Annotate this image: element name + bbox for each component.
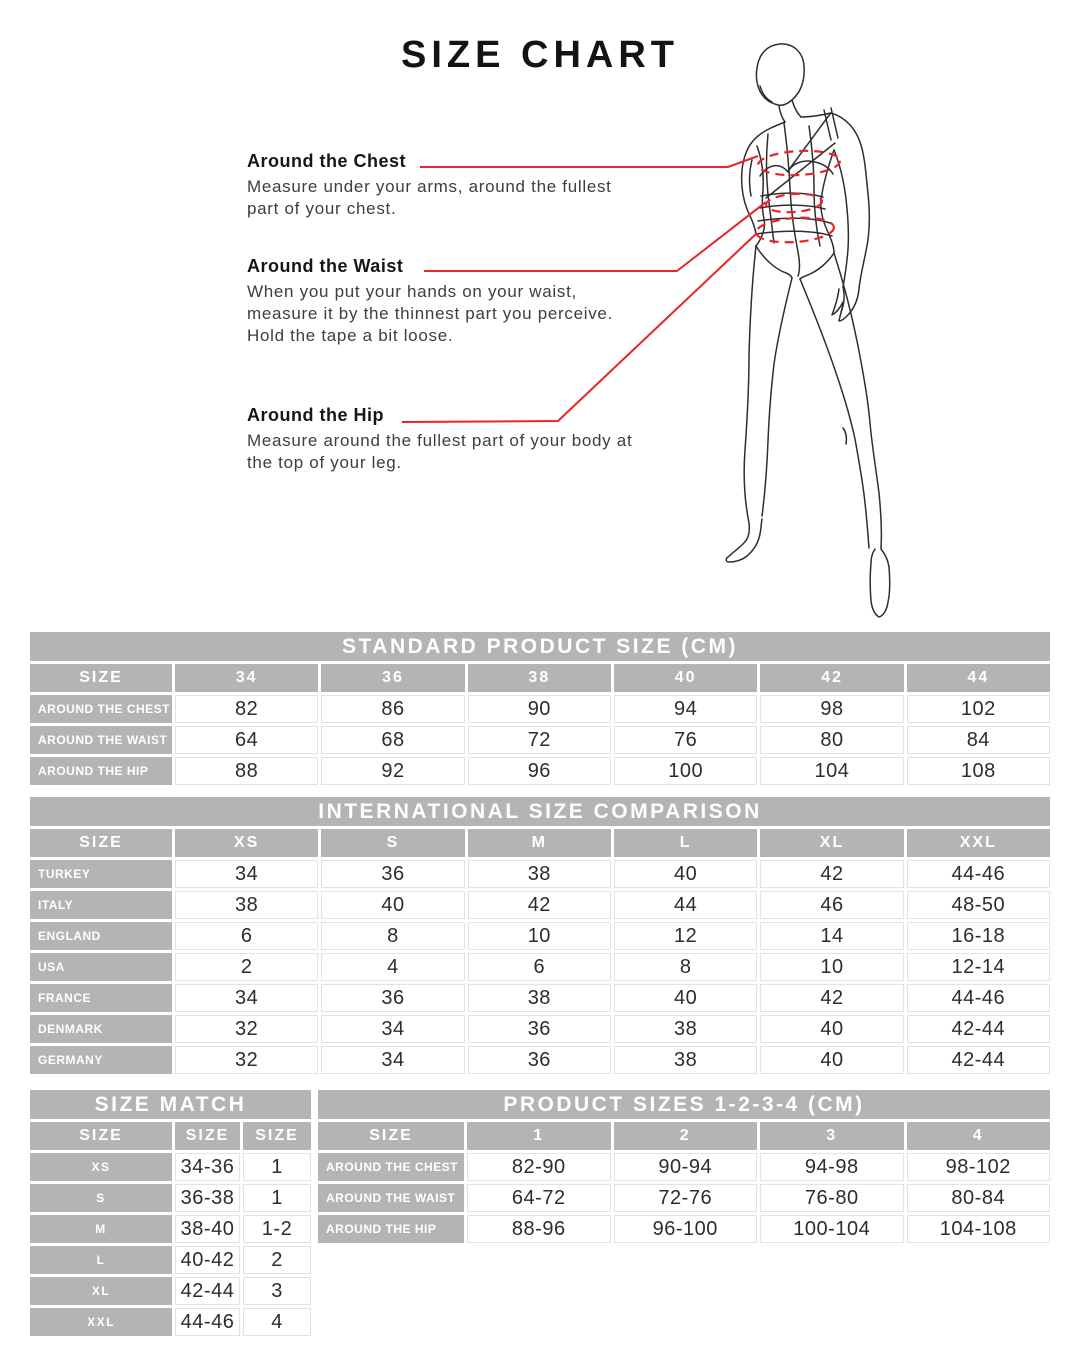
data-cell: 82-90 — [467, 1153, 611, 1181]
data-cell: 104-108 — [907, 1215, 1051, 1243]
row-label-cell: XL — [30, 1277, 172, 1305]
data-cell: 44-46 — [907, 984, 1050, 1012]
data-cell: 1-2 — [243, 1215, 311, 1243]
data-cell: 96-100 — [614, 1215, 758, 1243]
data-cell: 34 — [175, 860, 318, 888]
row-label-cell: FRANCE — [30, 984, 172, 1012]
chest-measurement-note — [247, 151, 619, 220]
data-cell: 64 — [175, 726, 318, 754]
data-cell: 82 — [175, 695, 318, 723]
data-cell: 76-80 — [760, 1184, 904, 1212]
data-cell: 2 — [175, 953, 318, 981]
data-cell: 36 — [468, 1015, 611, 1043]
data-cell: 80 — [760, 726, 903, 754]
waist-note-heading: Around the Waist — [247, 256, 404, 276]
column-header-cell: SIZE — [318, 1122, 464, 1150]
row-label-cell: AROUND THE HIP — [30, 757, 172, 785]
data-cell: 68 — [321, 726, 464, 754]
data-cell: 94-98 — [760, 1153, 904, 1181]
row-label-cell: DENMARK — [30, 1015, 172, 1043]
column-header-cell: 42 — [760, 664, 903, 692]
data-cell: 98-102 — [907, 1153, 1051, 1181]
data-cell: 10 — [468, 922, 611, 950]
page-title: SIZE CHART — [401, 34, 679, 76]
data-cell: 6 — [468, 953, 611, 981]
data-cell: 40 — [321, 891, 464, 919]
data-cell: 44-46 — [175, 1308, 240, 1336]
data-cell: 36 — [321, 860, 464, 888]
column-header-cell: SIZE — [30, 664, 172, 692]
data-cell: 2 — [243, 1246, 311, 1274]
international-size-comparison-table — [30, 797, 1050, 1074]
column-header-cell: M — [468, 829, 611, 857]
data-cell: 72-76 — [614, 1184, 758, 1212]
data-cell: 38 — [468, 860, 611, 888]
data-cell: 46 — [760, 891, 903, 919]
column-header-cell: XL — [760, 829, 903, 857]
data-cell: 38-40 — [175, 1215, 240, 1243]
fashion-figure-illustration — [726, 44, 889, 617]
data-cell: 42-44 — [907, 1046, 1050, 1074]
data-cell: 38 — [614, 1046, 757, 1074]
data-cell: 90 — [468, 695, 611, 723]
data-cell: 40-42 — [175, 1246, 240, 1274]
data-cell: 32 — [175, 1015, 318, 1043]
row-label-cell: AROUND THE CHEST — [318, 1153, 464, 1181]
product-sizes-table — [318, 1090, 1050, 1243]
row-label-cell: TURKEY — [30, 860, 172, 888]
data-cell: 3 — [243, 1277, 311, 1305]
data-cell: 44 — [614, 891, 757, 919]
data-cell: 1 — [243, 1184, 311, 1212]
data-cell: 34 — [321, 1015, 464, 1043]
column-header-cell: 1 — [467, 1122, 611, 1150]
row-label-cell: M — [30, 1215, 172, 1243]
data-cell: 86 — [321, 695, 464, 723]
column-header-cell: 3 — [760, 1122, 904, 1150]
row-label-cell: ENGLAND — [30, 922, 172, 950]
data-cell: 8 — [321, 922, 464, 950]
row-label-cell: XS — [30, 1153, 172, 1181]
row-label-cell: AROUND THE CHEST — [30, 695, 172, 723]
data-cell: 40 — [614, 860, 757, 888]
table-title: SIZE MATCH — [30, 1090, 311, 1119]
column-header-cell: SIZE — [243, 1122, 311, 1150]
column-header-cell: SIZE — [30, 829, 172, 857]
row-label-cell: ITALY — [30, 891, 172, 919]
data-cell: 48-50 — [907, 891, 1050, 919]
data-cell: 14 — [760, 922, 903, 950]
chest-note-body: Measure under your arms, around the fullest part of your chest. — [247, 177, 612, 218]
column-header-cell: S — [321, 829, 464, 857]
waist-note-body: When you put your hands on your waist, measure it by the thinnest part you perceive. Hold the tape a bit loose. — [247, 282, 614, 345]
table-title: PRODUCT SIZES 1-2-3-4 (CM) — [318, 1090, 1050, 1119]
column-header-cell: 44 — [907, 664, 1050, 692]
column-header-cell: SIZE — [30, 1122, 172, 1150]
row-label-cell: S — [30, 1184, 172, 1212]
data-cell: 80-84 — [907, 1184, 1051, 1212]
size-match-table — [30, 1090, 311, 1336]
chest-note-heading: Around the Chest — [247, 151, 406, 171]
column-header-cell: 40 — [614, 664, 757, 692]
data-cell: 42 — [760, 984, 903, 1012]
data-cell: 6 — [175, 922, 318, 950]
column-header-cell: 2 — [614, 1122, 758, 1150]
row-label-cell: AROUND THE WAIST — [30, 726, 172, 754]
data-cell: 38 — [175, 891, 318, 919]
data-cell: 12-14 — [907, 953, 1050, 981]
data-cell: 102 — [907, 695, 1050, 723]
data-cell: 38 — [468, 984, 611, 1012]
data-cell: 4 — [243, 1308, 311, 1336]
standard-product-size-table — [30, 632, 1050, 785]
data-cell: 12 — [614, 922, 757, 950]
row-label-cell: XXL — [30, 1308, 172, 1336]
data-cell: 38 — [614, 1015, 757, 1043]
row-label-cell: GERMANY — [30, 1046, 172, 1074]
hip-note-body: Measure around the fullest part of your body at the top of your leg. — [247, 431, 633, 472]
data-cell: 42 — [760, 860, 903, 888]
data-cell: 100 — [614, 757, 757, 785]
hip-note-heading: Around the Hip — [247, 405, 384, 425]
data-cell: 36 — [321, 984, 464, 1012]
data-cell: 16-18 — [907, 922, 1050, 950]
data-cell: 40 — [614, 984, 757, 1012]
waist-measurement-note — [247, 256, 642, 347]
data-cell: 84 — [907, 726, 1050, 754]
row-label-cell: L — [30, 1246, 172, 1274]
data-cell: 88 — [175, 757, 318, 785]
column-header-cell: 4 — [907, 1122, 1051, 1150]
data-cell: 72 — [468, 726, 611, 754]
data-cell: 1 — [243, 1153, 311, 1181]
table-title: INTERNATIONAL SIZE COMPARISON — [30, 797, 1050, 826]
row-label-cell: AROUND THE HIP — [318, 1215, 464, 1243]
column-header-cell: L — [614, 829, 757, 857]
data-cell: 34 — [321, 1046, 464, 1074]
data-cell: 32 — [175, 1046, 318, 1074]
data-cell: 34 — [175, 984, 318, 1012]
data-cell: 96 — [468, 757, 611, 785]
data-cell: 10 — [760, 953, 903, 981]
column-header-cell: 34 — [175, 664, 318, 692]
row-label-cell: AROUND THE WAIST — [318, 1184, 464, 1212]
column-header-cell: XS — [175, 829, 318, 857]
column-header-cell: SIZE — [175, 1122, 240, 1150]
data-cell: 42 — [468, 891, 611, 919]
data-cell: 64-72 — [467, 1184, 611, 1212]
data-cell: 92 — [321, 757, 464, 785]
data-cell: 100-104 — [760, 1215, 904, 1243]
data-cell: 44-46 — [907, 860, 1050, 888]
data-cell: 34-36 — [175, 1153, 240, 1181]
data-cell: 104 — [760, 757, 903, 785]
data-cell: 42-44 — [175, 1277, 240, 1305]
data-cell: 94 — [614, 695, 757, 723]
data-cell: 108 — [907, 757, 1050, 785]
data-cell: 36-38 — [175, 1184, 240, 1212]
data-cell: 36 — [468, 1046, 611, 1074]
column-header-cell: 36 — [321, 664, 464, 692]
data-cell: 90-94 — [614, 1153, 758, 1181]
data-cell: 40 — [760, 1015, 903, 1043]
column-header-cell: 38 — [468, 664, 611, 692]
data-cell: 4 — [321, 953, 464, 981]
hip-measurement-note — [247, 405, 642, 474]
row-label-cell: USA — [30, 953, 172, 981]
data-cell: 42-44 — [907, 1015, 1050, 1043]
data-cell: 98 — [760, 695, 903, 723]
data-cell: 8 — [614, 953, 757, 981]
column-header-cell: XXL — [907, 829, 1050, 857]
data-cell: 88-96 — [467, 1215, 611, 1243]
data-cell: 76 — [614, 726, 757, 754]
data-cell: 40 — [760, 1046, 903, 1074]
table-title: STANDARD PRODUCT SIZE (CM) — [30, 632, 1050, 661]
